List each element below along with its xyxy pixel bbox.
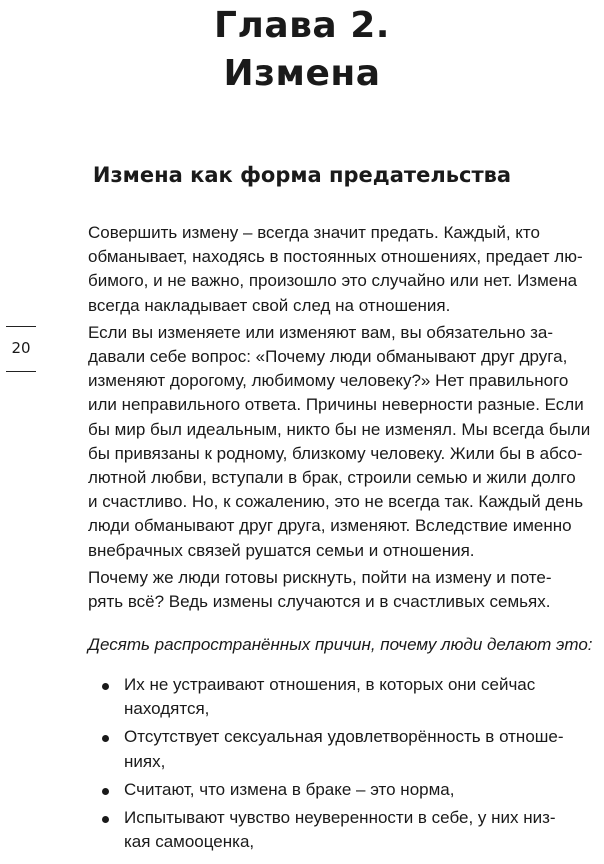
list-item-line: кая самооценка, xyxy=(124,832,255,852)
text-line: или неправильного ответа. Причины неверности разные. Если xyxy=(88,395,584,415)
chapter-title xyxy=(0,2,604,98)
text-line: бы привязаны к родному, близкому человеку. Жили бы в абсо- xyxy=(88,443,583,463)
text-line: внебрачных связей рушатся семьи и отношения. xyxy=(88,540,475,560)
list-item xyxy=(98,725,596,773)
bullet-icon xyxy=(102,735,109,742)
text-line: Совершить измену – всегда значит предать. Каждый, кто xyxy=(88,223,540,242)
paragraph-1 xyxy=(88,221,596,318)
text-line: всегда накладывает свой след на отношения. xyxy=(88,295,451,315)
text-line: обманывает, находясь в постоянных отношениях, предает лю- xyxy=(88,247,583,267)
text-line: бы мир был идеальным, никто бы не изменял. Мы всегда были xyxy=(88,419,591,439)
list-item-line: Считают, что измена в браке – это норма, xyxy=(124,779,455,799)
text-line: бимого, и не важно, произошло это случайно или нет. Измена xyxy=(88,271,578,291)
list-intro: Десять распространённых причин, почему люди делают это: xyxy=(88,635,593,654)
reasons-list xyxy=(98,673,596,858)
list-item xyxy=(98,673,596,721)
text-line: Почему же люди готовы рискнуть, пойти на измену и поте- xyxy=(88,567,552,587)
text-line: люди обманывают друг друга, изменяют. Вследствие именно xyxy=(88,516,572,536)
page-number: 20 xyxy=(11,339,31,357)
bullet-icon xyxy=(102,816,109,823)
bullet-icon xyxy=(102,683,109,690)
section-heading: Измена как форма предательства xyxy=(92,163,512,187)
paragraph-2 xyxy=(88,321,596,563)
paragraph-3 xyxy=(88,566,596,614)
list-item-line: Испытывают чувство неуверенности в себе, у них низ- xyxy=(124,808,556,828)
chapter-number: Глава 2. xyxy=(214,5,390,46)
text-line: и счастливо. Но, к сожалению, это не всегда так. Каждый день xyxy=(88,492,584,512)
chapter-name: Измена xyxy=(223,53,381,94)
list-item-line: находятся, xyxy=(124,699,210,719)
text-line: лютной любви, вступали в брак, строили семью и жили долго xyxy=(88,468,576,488)
text-line: Если вы изменяете или изменяют вам, вы обязательно за- xyxy=(88,322,554,342)
list-item-line: Отсутствует сексуальная удовлетворённость в отноше- xyxy=(124,727,564,747)
list-item xyxy=(98,778,596,802)
body-text xyxy=(88,221,596,617)
page-number-marker xyxy=(6,326,36,372)
text-line: рять всё? Ведь измены случаются и в счастливых семьях. xyxy=(88,592,551,612)
text-line: давали себе вопрос: «Почему люди обманывают друг друга, xyxy=(88,347,568,367)
list-item-line: Их не устраивают отношения, в которых они сейчас xyxy=(124,675,536,694)
text-line: изменяют дорогому, любимому человеку?» Нет правильного xyxy=(88,371,569,391)
list-item xyxy=(98,806,596,854)
bullet-icon xyxy=(102,788,109,795)
list-item-line: ниях, xyxy=(124,751,166,771)
